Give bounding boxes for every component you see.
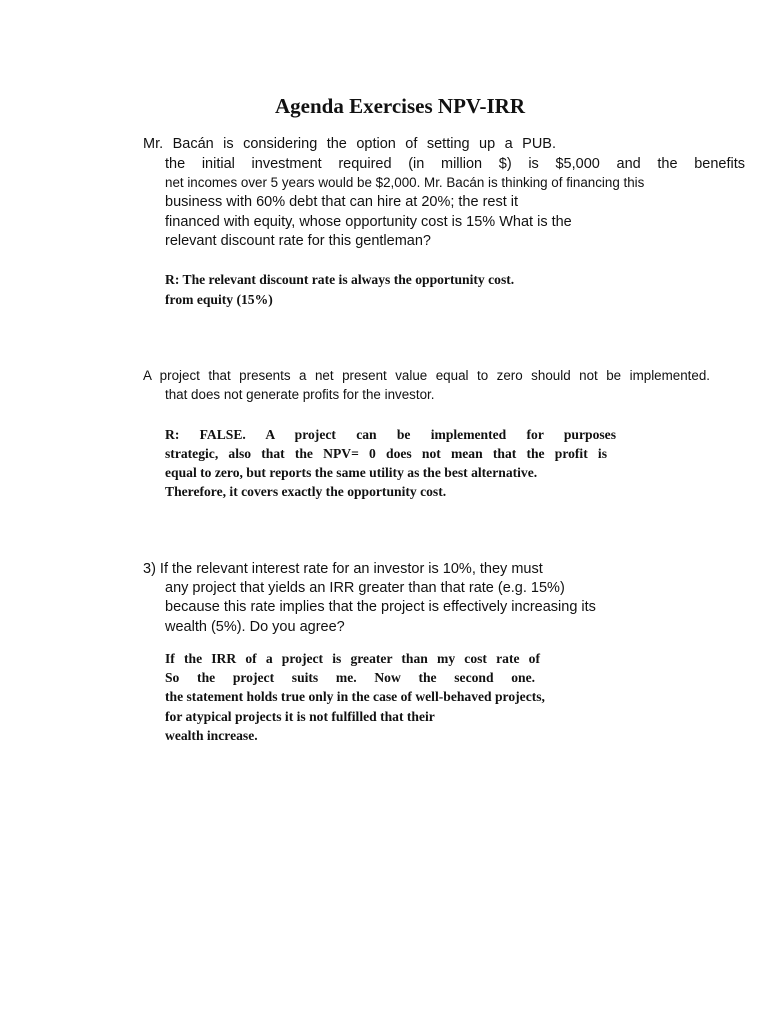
q3-line-1: 3) If the relevant interest rate for an investor is 10%, they must [143, 561, 543, 577]
q2-answer-line-3: equal to zero, but reports the same utility as the best alternative. [165, 465, 538, 480]
q1-line-5: financed with equity, whose opportunity cost is 15% What is the [165, 214, 572, 230]
page-title: Agenda Exercises NPV-IRR [274, 94, 526, 118]
q2-line-2: that does not generate profits for the investor. [165, 387, 435, 402]
q3-answer-line-2: So the project suits me. Now the second one. [165, 670, 535, 685]
q1-line-4: business with 60% debt that can hire at 20%; the rest it [165, 194, 519, 210]
q3-answer-line-5: wealth increase. [165, 728, 258, 743]
q2-line-1: A project that presents a net present value equal to zero should not be implemented. [143, 368, 710, 383]
q1-line-2: the initial investment required (in million $) is $5,000 and the benefits [165, 156, 745, 172]
q2-answer-line-4: Therefore, it covers exactly the opportunity cost. [165, 484, 447, 499]
q2-answer-line-2: strategic, also that the NPV= 0 does not mean that the profit is [165, 446, 607, 461]
q1-line-1: Mr. Bacán is considering the option of setting up a PUB. [143, 136, 556, 152]
q3-line-2: any project that yields an IRR greater than that rate (e.g. 15%) [165, 580, 565, 596]
q1-line-6: relevant discount rate for this gentleman? [165, 233, 431, 249]
q1-answer-line-2: from equity (15%) [165, 292, 273, 307]
q3-line-3: because this rate implies that the project is effectively increasing its [165, 599, 596, 615]
q3-answer-line-4: for atypical projects it is not fulfilled that their [165, 709, 435, 724]
q1-answer-line-1: R: The relevant discount rate is always the opportunity cost. [165, 272, 515, 287]
q2-answer-line-1: R: FALSE. A project can be implemented for purposes [165, 427, 616, 442]
q3-answer-line-3: the statement holds true only in the case of well-behaved projects, [165, 689, 545, 704]
q1-line-3: net incomes over 5 years would be $2,000. Mr. Bacán is thinking of financing this [165, 175, 645, 190]
q3-line-4: wealth (5%). Do you agree? [165, 619, 345, 635]
q3-answer-line-1: If the IRR of a project is greater than my cost rate of [165, 651, 540, 666]
